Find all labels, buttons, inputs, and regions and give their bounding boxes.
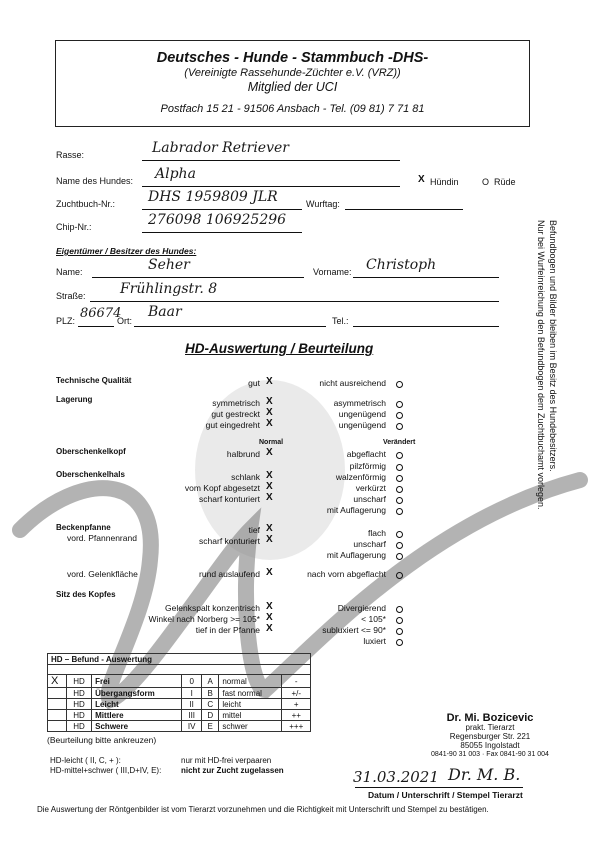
chip-label: Chip-Nr.: <box>56 222 92 232</box>
section-kopf: Oberschenkelkopf <box>56 447 126 456</box>
signature-line <box>355 787 523 788</box>
section-becken: Beckenpfanne <box>56 523 111 532</box>
signature-caption: Datum / Unterschrift / Stempel Tierarzt <box>368 790 523 800</box>
female-label: Hündin <box>430 177 459 187</box>
org-address: Postfach 15 21 - 91506 Ansbach - Tel. (09 81) 7 71 81 <box>160 103 425 115</box>
changed-option: nach vorn abgeflacht <box>307 569 386 579</box>
hd-table-row <box>48 710 311 721</box>
normal-checkbox[interactable]: X <box>266 470 273 481</box>
normal-checkbox[interactable]: X <box>266 481 273 492</box>
hd-cell-name: Leicht <box>92 699 182 710</box>
normal-checkbox[interactable]: X <box>266 567 273 578</box>
normal-checkbox[interactable]: X <box>266 396 273 407</box>
changed-option: < 105* <box>361 614 386 624</box>
stamp-line3: 85055 Ingolstadt <box>460 741 520 750</box>
section-tech: Technische Qualität <box>56 376 132 385</box>
stamp-line4: 0841-90 31 003 · Fax 0841-90 31 004 <box>431 751 549 758</box>
hd-cell-hd: HD <box>67 721 92 732</box>
normal-checkbox[interactable]: X <box>266 447 273 458</box>
changed-option: subluxiert <= 90* <box>322 625 386 635</box>
hd-cell-mark[interactable] <box>48 688 67 699</box>
changed-option: walzenförmig <box>335 472 386 482</box>
zip-value[interactable]: 86674 <box>80 306 122 321</box>
section-lagerung: Lagerung <box>56 395 93 404</box>
org-member: Mitglied der UCI <box>247 80 338 94</box>
evaluation-title: HD-Auswertung / Beurteilung <box>185 341 374 356</box>
normal-option: gut eingedreht <box>205 420 260 430</box>
normal-option: scharf konturiert <box>199 536 260 546</box>
changed-checkbox[interactable] <box>396 639 403 646</box>
hd-cell-roman: II <box>182 699 202 710</box>
normal-option: vom Kopf abgesetzt <box>184 483 260 493</box>
stamp-line2: Regensburger Str. 221 <box>449 732 531 741</box>
stamp-line1: prakt. Tierarzt <box>465 723 515 732</box>
hd-table-spacer <box>48 665 311 675</box>
hd-cell-hd: HD <box>67 688 92 699</box>
hd-cell-hd: HD <box>67 710 92 721</box>
hd-cell-mark[interactable] <box>48 699 67 710</box>
studbook-line <box>142 209 302 210</box>
studbook-label: Zuchtbuch-Nr.: <box>56 199 116 209</box>
hd-cell-sym: +/- <box>282 688 311 699</box>
hd-cell-desc: mittel <box>219 710 282 721</box>
section-hals: Oberschenkelhals <box>56 470 125 479</box>
changed-option: nicht ausreichend <box>319 378 386 388</box>
firstname-label: Vorname: <box>313 267 352 277</box>
normal-checkbox[interactable]: X <box>266 523 273 534</box>
normal-option: halbrund <box>226 449 260 459</box>
dog-name-line <box>142 186 400 187</box>
hd-cell-sym: ++ <box>282 710 311 721</box>
normal-checkbox[interactable]: X <box>266 534 273 545</box>
litter-line[interactable] <box>345 209 463 210</box>
changed-option: ungenügend <box>338 420 386 430</box>
normal-option: tief in der Pfanne <box>195 625 260 635</box>
section-sitz: Sitz des Kopfes <box>56 590 116 599</box>
normal-option: scharf konturiert <box>199 494 260 504</box>
normal-checkbox[interactable]: X <box>266 376 273 387</box>
changed-option: ungenügend <box>338 409 386 419</box>
changed-checkbox[interactable] <box>396 617 403 624</box>
hd-table-row <box>48 699 311 710</box>
normal-checkbox[interactable]: X <box>266 492 273 503</box>
hd-cell-desc: schwer <box>219 721 282 732</box>
changed-option: mit Auflagerung <box>326 550 386 560</box>
hd-cell-sym: - <box>282 675 311 688</box>
hd-cell-desc: normal <box>219 675 282 688</box>
hd-cell-desc: fast normal <box>219 688 282 699</box>
changed-option: luxiert <box>363 636 386 646</box>
org-title: Deutsches - Hunde - Stammbuch -DHS- <box>156 50 429 66</box>
changed-option: mit Auflagerung <box>326 505 386 515</box>
stamp-name: Dr. Mi. Bozicevic <box>446 712 534 724</box>
signature[interactable]: Dr. M. B. <box>448 765 521 784</box>
normal-checkbox[interactable]: X <box>266 612 273 623</box>
changed-checkbox[interactable] <box>396 572 403 579</box>
dog-name-label: Name des Hundes: <box>56 176 134 186</box>
breed-line <box>142 160 400 161</box>
hd-cell-letter: C <box>202 699 219 710</box>
normal-option: Gelenkspalt konzentrisch <box>165 603 260 613</box>
side-note-line2: Nur bei Wurfeinreichung den Befundbogen dem Zuchtbuchamt vorlegen. <box>536 220 546 510</box>
changed-checkbox[interactable] <box>396 531 403 538</box>
city-value[interactable]: Baar <box>148 304 182 320</box>
normal-option: tief <box>248 525 260 535</box>
firstname-value[interactable]: Christoph <box>366 257 437 273</box>
changed-checkbox[interactable] <box>396 606 403 613</box>
hd-cell-name: Schwere <box>92 721 182 732</box>
changed-option: pilzförmig <box>349 461 386 471</box>
changed-checkbox[interactable] <box>396 423 403 430</box>
changed-option: verkürzt <box>355 483 386 493</box>
hd-cell-name: Mittlere <box>92 710 182 721</box>
normal-option: gut <box>248 378 260 388</box>
hd-cell-roman: I <box>182 688 202 699</box>
hd-cell-roman: IV <box>182 721 202 732</box>
dog-name-value[interactable]: Alpha <box>155 166 196 182</box>
hd-cell-roman: III <box>182 710 202 721</box>
hd-cell-sym: + <box>282 699 311 710</box>
male-checkbox[interactable]: O <box>482 177 490 187</box>
chip-value[interactable]: 276098 106925296 <box>148 212 287 228</box>
hd-table-title: HD – Befund - Auswertung <box>48 654 311 665</box>
normal-option: schlank <box>231 472 260 482</box>
hd-table-row <box>48 675 311 688</box>
changed-option: Divergierend <box>337 603 386 613</box>
breed-value[interactable]: Labrador Retriever <box>152 140 289 156</box>
changed-checkbox[interactable] <box>396 628 403 635</box>
section-gelenk: vord. Gelenkfläche <box>67 569 138 579</box>
changed-checkbox[interactable] <box>396 412 403 419</box>
breed-label: Rasse: <box>56 150 85 160</box>
normal-option: symmetrisch <box>212 398 260 408</box>
zip-label: PLZ: <box>56 316 76 326</box>
changed-checkbox[interactable] <box>396 497 403 504</box>
signature-date[interactable]: 31.03.2021 <box>353 768 439 786</box>
side-note-line1: Befundbogen und Bilder bleiben im Besitz des Hundebesitzers. <box>548 220 558 472</box>
hd-cell-hd: HD <box>67 675 92 688</box>
changed-checkbox[interactable] <box>396 452 403 459</box>
normal-option: gut gestreckt <box>211 409 260 419</box>
owner-name-value[interactable]: Seher <box>148 257 190 273</box>
normal-option: rund auslaufend <box>199 569 260 579</box>
hd-cell-name: Übergangsform <box>92 688 182 699</box>
normal-checkbox[interactable]: X <box>266 407 273 418</box>
chip-line <box>142 232 302 233</box>
street-label: Straße: <box>56 291 86 301</box>
changed-option: abgeflacht <box>346 449 386 459</box>
org-subtitle: (Vereinigte Rassehunde-Züchter e.V. (VRZ)) <box>184 67 401 79</box>
changed-checkbox[interactable] <box>396 553 403 560</box>
changed-option: unscharf <box>353 494 386 504</box>
female-checkbox[interactable]: X <box>418 174 425 185</box>
owner-name-line <box>92 277 304 278</box>
normal-option: Winkel nach Norberg >= 105* <box>148 614 260 624</box>
section-pfannenrand: vord. Pfannenrand <box>67 533 137 543</box>
hd-cell-roman: 0 <box>182 675 202 688</box>
owner-heading: Eigentümer / Besitzer des Hundes: <box>56 246 197 256</box>
footer-note: Die Auswertung der Röntgenbilder ist vom Tierarzt vorzunehmen und die Richtigkeit mit Unterschrift und Stempel zu bestätigen. <box>37 805 489 814</box>
changed-checkbox[interactable] <box>396 542 403 549</box>
rule1-label: HD-leicht ( II, C, + ): <box>50 756 121 765</box>
changed-option: flach <box>368 528 386 538</box>
rule1-text: nur mit HD-frei verpaaren <box>181 756 272 765</box>
changed-checkbox[interactable] <box>396 464 403 471</box>
litter-label: Wurftag: <box>306 199 340 209</box>
changed-option: unscharf <box>353 539 386 549</box>
hd-result-table <box>47 653 311 732</box>
changed-checkbox[interactable] <box>396 475 403 482</box>
city-label: Ort: <box>117 316 132 326</box>
tel-label: Tel.: <box>332 316 349 326</box>
male-label: Rüde <box>494 177 516 187</box>
studbook-value[interactable]: DHS 1959809 JLR <box>148 189 278 205</box>
hd-cell-letter: E <box>202 721 219 732</box>
city-line <box>134 326 326 327</box>
rule2-text: nicht zur Zucht zugelassen <box>181 766 284 775</box>
header-box <box>55 40 530 127</box>
hd-cell-desc: leicht <box>219 699 282 710</box>
changed-checkbox[interactable] <box>396 401 403 408</box>
hd-cell-sym: +++ <box>282 721 311 732</box>
changed-option: asymmetrisch <box>333 398 386 408</box>
zip-line <box>78 326 114 327</box>
street-value[interactable]: Frühlingstr. 8 <box>120 281 218 297</box>
normal-header: Normal <box>259 439 284 446</box>
changed-checkbox[interactable] <box>396 508 403 515</box>
hd-cell-letter: D <box>202 710 219 721</box>
normal-checkbox[interactable]: X <box>266 623 273 634</box>
changed-checkbox[interactable] <box>396 486 403 493</box>
hd-table-row <box>48 721 311 732</box>
hd-cell-letter: B <box>202 688 219 699</box>
normal-checkbox[interactable]: X <box>266 418 273 429</box>
changed-header: Verändert <box>383 439 416 446</box>
hd-table-row <box>48 688 311 699</box>
vet-stamp <box>420 714 560 759</box>
rule2-label: HD-mittel+schwer ( III,D+IV, E): <box>50 766 162 775</box>
changed-checkbox[interactable] <box>396 381 403 388</box>
hd-cell-mark[interactable] <box>48 710 67 721</box>
hd-cell-mark[interactable] <box>48 721 67 732</box>
hd-cell-hd: HD <box>67 699 92 710</box>
firstname-line <box>353 277 499 278</box>
normal-checkbox[interactable]: X <box>266 601 273 612</box>
hd-cell-mark[interactable]: X <box>48 675 67 688</box>
hd-cell-name: Frei <box>92 675 182 688</box>
owner-name-label: Name: <box>56 267 83 277</box>
hd-table-note: (Beurteilung bitte ankreuzen) <box>47 735 157 745</box>
hd-cell-letter: A <box>202 675 219 688</box>
tel-line[interactable] <box>353 326 499 327</box>
street-line <box>90 301 499 302</box>
